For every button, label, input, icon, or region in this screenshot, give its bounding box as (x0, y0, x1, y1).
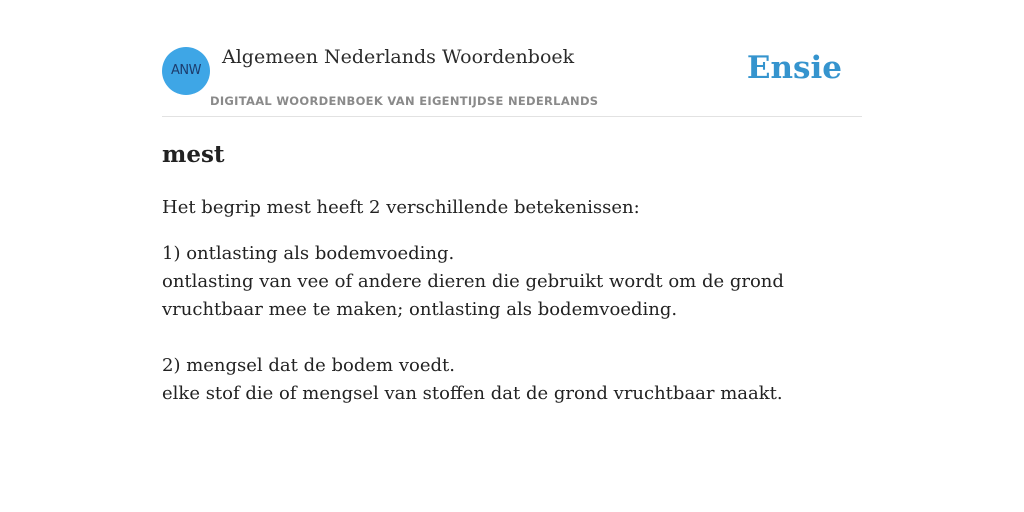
meaning-heading: 2) mengsel dat de bodem voedt. (162, 355, 455, 376)
meaning-definition: ontlasting van vee of andere dieren die gebruikt wordt om de grond vruchtbaar mee te maken; ontlasting als bodemvoeding. (162, 271, 784, 320)
anw-logo[interactable]: ANW (162, 47, 210, 95)
meaning-heading: 1) ontlasting als bodemvoeding. (162, 243, 455, 264)
entry-word: mest (162, 141, 225, 168)
site-title[interactable]: Algemeen Nederlands Woordenboek (222, 46, 575, 68)
entry-content (162, 140, 862, 436)
meaning-definition: elke stof die of mengsel van stoffen dat de grond vruchtbaar maakt. (162, 383, 783, 404)
meaning-item (162, 240, 862, 324)
meaning-item (162, 352, 862, 408)
entry-intro: Het begrip mest heeft 2 verschillende betekenissen: (162, 197, 640, 218)
site-header (162, 40, 862, 117)
site-subtitle: DIGITAAL WOORDENBOEK VAN EIGENTIJDSE NEDERLANDS (210, 94, 599, 108)
ensie-brand-link[interactable]: Ensie (746, 50, 842, 86)
